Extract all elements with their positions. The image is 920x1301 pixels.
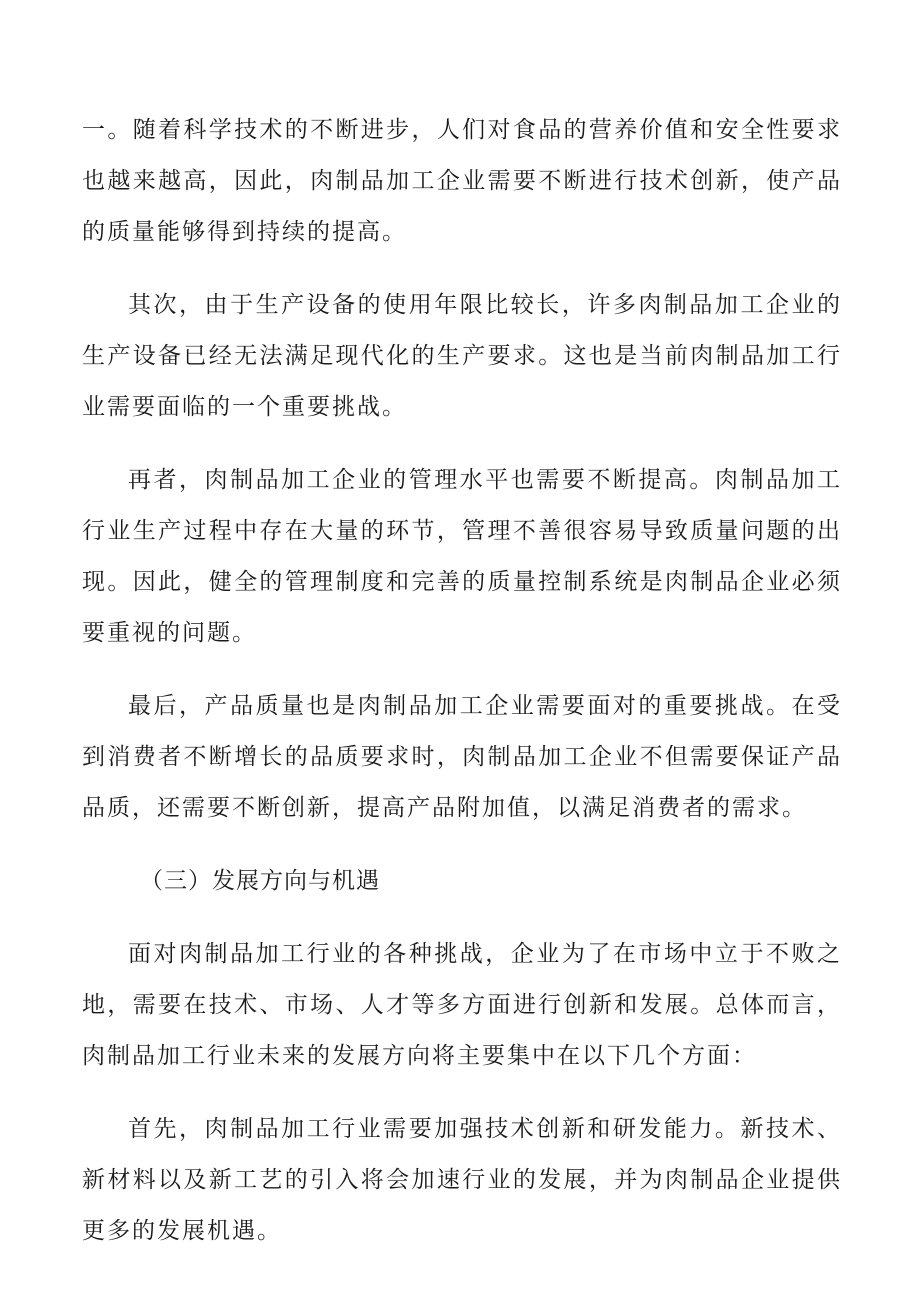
paragraph-2: 其次，由于生产设备的使用年限比较长，许多肉制品加工企业的生产设备已经无法满足现代化的生产要求。这也是当前肉制品加工行业需要面临的一个重要挑战。 — [82, 292, 842, 420]
paragraph-4: 最后，产品质量也是肉制品加工企业需要面对的重要挑战。在受到消费者不断增长的品质要求时，肉制品加工企业不但需要保证产品品质，还需要不断创新，提高产品附加值，以满足消费者的需求。 — [82, 693, 842, 821]
paragraph-5: 面对肉制品加工行业的各种挑战，企业为了在市场中立于不败之地，需要在技术、市场、人才等多方面进行创新和发展。总体而言，肉制品加工行业未来的发展方向将主要集中在以下几个方面： — [82, 941, 842, 1069]
paragraph-6: 首先，肉制品加工行业需要加强技术创新和研发能力。新技术、新材料以及新工艺的引入将会加速行业的发展，并为肉制品企业提供更多的发展机遇。 — [82, 1116, 842, 1244]
document-body — [82, 105, 842, 1279]
section-heading: （三）发展方向与机遇 — [140, 868, 380, 894]
paragraph-1: 一。随着科学技术的不断进步，人们对食品的营养价值和安全性要求也越来越高，因此，肉制品加工企业需要不断进行技术创新，使产品的质量能够得到持续的提高。 — [82, 117, 842, 245]
paragraph-3: 再者，肉制品加工企业的管理水平也需要不断提高。肉制品加工行业生产过程中存在大量的环节，管理不善很容易导致质量问题的出现。因此，健全的管理制度和完善的质量控制系统是肉制品企业必须要重视的问题。 — [82, 467, 842, 646]
